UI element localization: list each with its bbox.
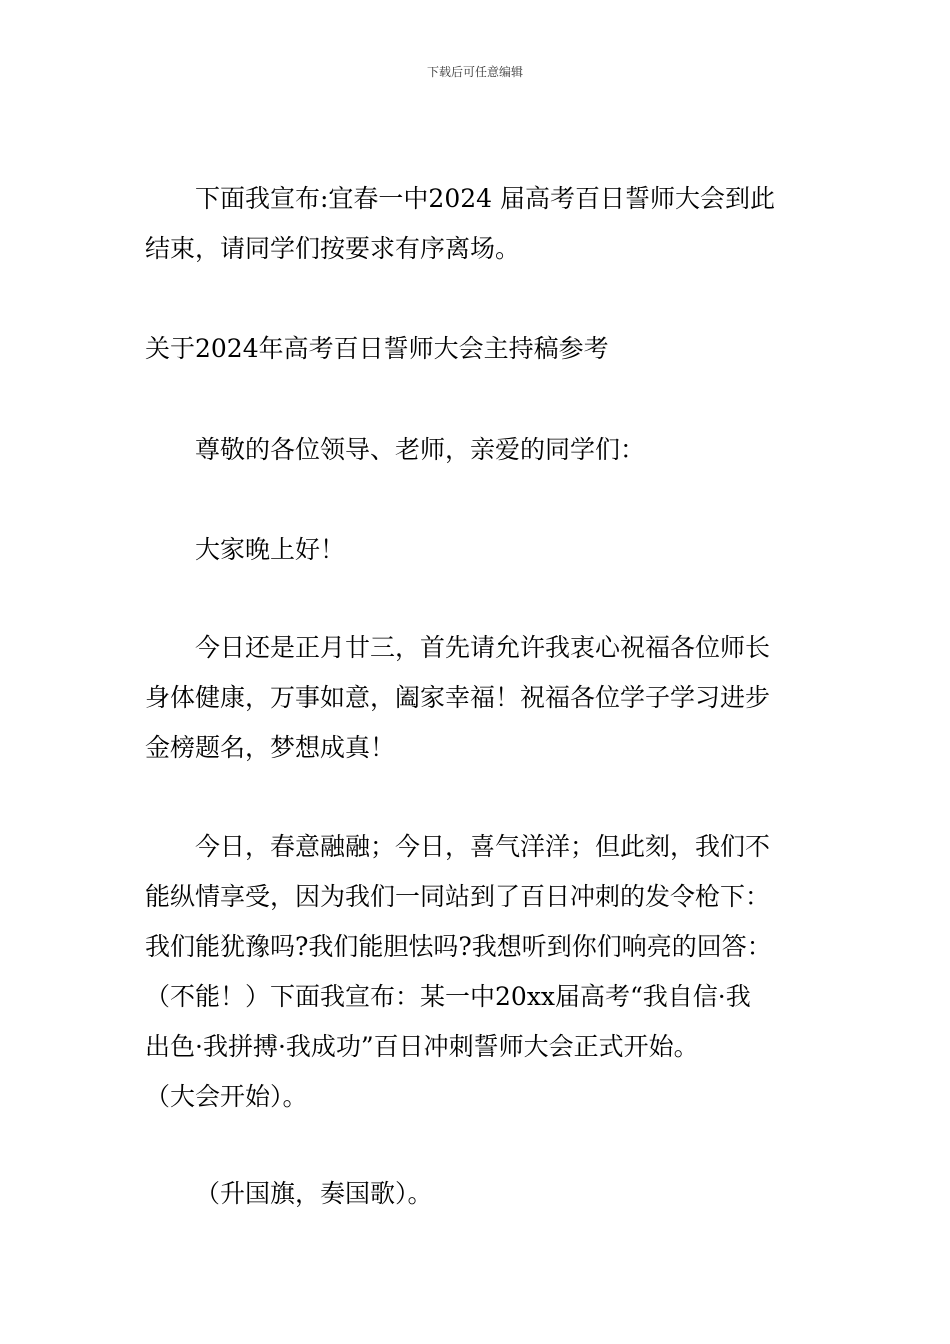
section-title xyxy=(145,324,810,374)
paragraph-good-evening xyxy=(145,525,810,575)
paragraph-line: （不能！）下面我宣布：某一中20xx届高考“我自信·我 xyxy=(145,982,751,1011)
paragraph-line: 大家晚上好！ xyxy=(195,535,346,564)
paragraph-line: 下面我宣布:宜春一中2024 届高考百日誓师大会到此 xyxy=(195,184,775,213)
paragraph-line: 尊敬的各位领导、老师，亲爱的同学们： xyxy=(195,435,646,464)
paragraph-line: 金榜题名，梦想成真！ xyxy=(145,733,396,762)
section-title-text: 关于2024年高考百日誓师大会主持稿参考 xyxy=(145,334,609,363)
paragraph-line: 出色·我拼搏·我成功”百日冲刺誓师大会正式开始。 xyxy=(145,1032,699,1061)
paragraph-greeting xyxy=(145,425,810,475)
paragraph-line: （大会开始）。 xyxy=(145,1082,308,1111)
paragraph-line: 身体健康，万事如意，阖家幸福！祝福各位学子学习进步 xyxy=(145,683,771,712)
paragraph-line: 结束，请同学们按要求有序离场。 xyxy=(145,234,521,263)
paragraph-line: 今日，春意融融；今日，喜气洋洋；但此刻，我们不 xyxy=(195,832,771,861)
paragraph-line: 今日还是正月廿三，首先请允许我衷心祝福各位师长 xyxy=(195,633,771,662)
paragraph-blessing xyxy=(145,623,810,773)
paragraph-flag-raising xyxy=(145,1169,810,1219)
paragraph-line: （升国旗，奏国歌）。 xyxy=(195,1179,433,1208)
paragraph-closing-announcement xyxy=(145,174,810,274)
paragraph-line: 我们能犹豫吗?我们能胆怯吗?我想听到你们响亮的回答： xyxy=(145,932,772,961)
header-note: 下载后可任意编辑 xyxy=(426,65,523,79)
paragraph-line: 能纵情享受，因为我们一同站到了百日冲刺的发令枪下： xyxy=(145,882,771,911)
paragraph-opening xyxy=(145,822,810,1122)
